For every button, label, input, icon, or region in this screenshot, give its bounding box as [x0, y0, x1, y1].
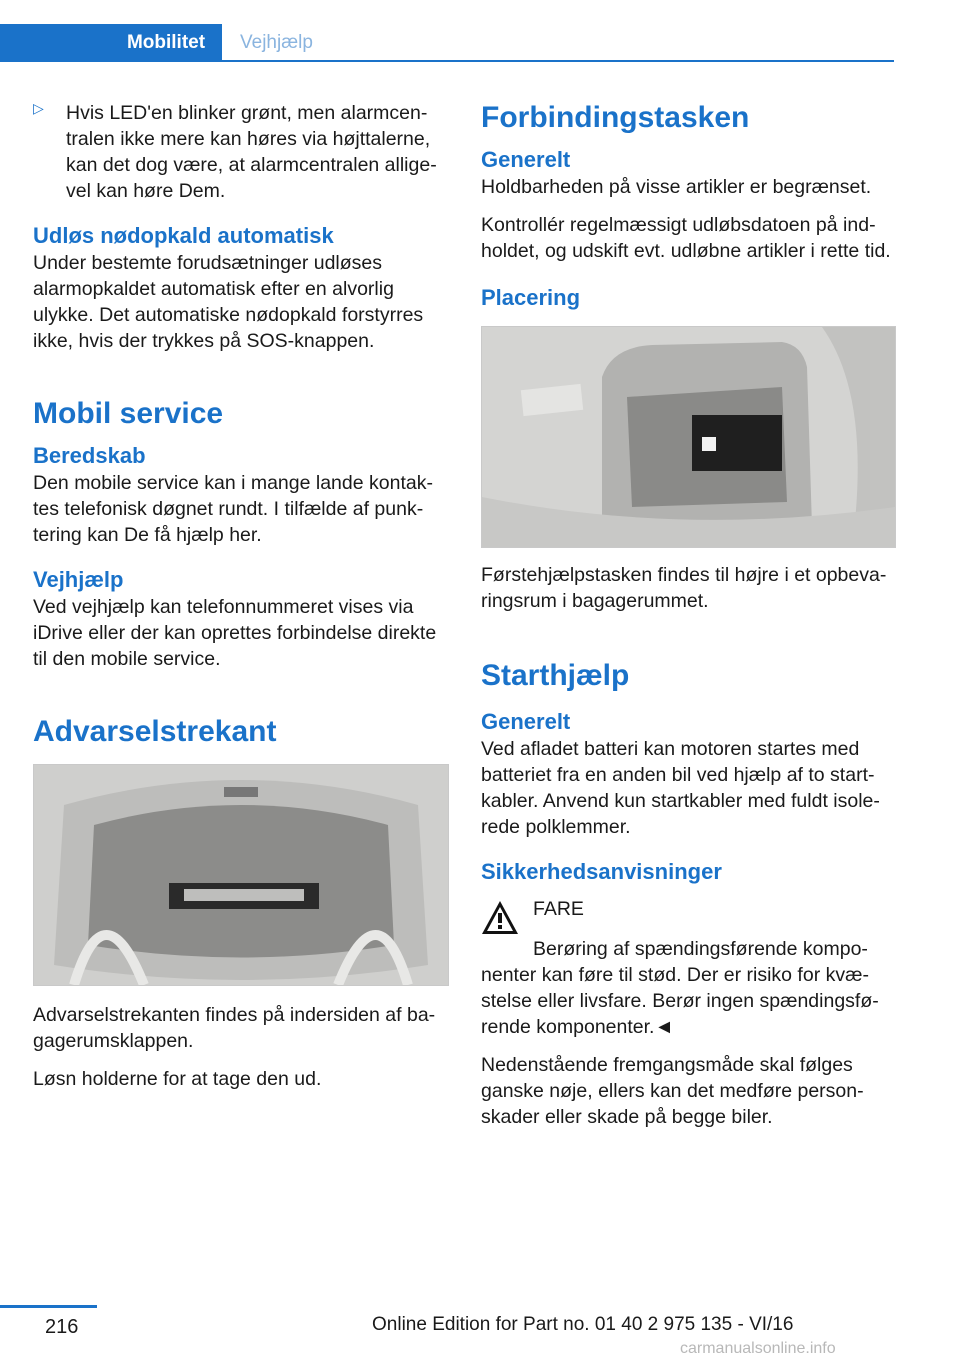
- first-aid-kit-photo: [481, 326, 896, 548]
- edition-text: Online Edition for Part no. 01 40 2 975 135 - VI/16: [372, 1314, 794, 1335]
- paragraph-vejhjaelp: Ved vejhjælp kan telefonnummeret vises via iDrive eller der kan oprettes forbindelse direkte til den mobile service.: [33, 596, 437, 670]
- heading-vejhjaelp: Vejhjælp: [33, 567, 124, 592]
- heading-forbindingstasken: Forbindingstasken: [481, 101, 750, 134]
- warning-text: Berøring af spændingsførende komponenter kan føre til stød. Der er risiko for kvæstelse eller livsfare. Berør ingen spændingsførende komponenter.◄: [481, 938, 879, 1038]
- heading-placering: Placering: [481, 285, 581, 310]
- bullet-item: [33, 100, 451, 204]
- header-rule: [0, 60, 894, 62]
- triangle-right-icon: ▷: [33, 100, 44, 116]
- page-number: 216: [45, 1316, 79, 1338]
- paragraph-generelt-1b: Kontrollér regelmæssigt udløbsdatoen på indholdet, og udskift evt. udløbne artikler i rette tid.: [481, 214, 891, 262]
- heading-mobil-service: Mobil service: [33, 397, 224, 430]
- tab-mobilitet[interactable]: Mobilitet: [0, 24, 222, 62]
- paragraph-final: Nedenstående fremgangsmåde skal følges ganske nøje, ellers kan det medføre personskader eller skade på begge biler.: [481, 1054, 864, 1128]
- paragraph-auto: Under bestemte forudsætninger udløses alarmopkaldet automatisk efter en alvorlig ulykke. Det automatiske nødopkald forstyrres ikke, hvis der trykkes på SOS-knappen.: [33, 252, 424, 352]
- trunk-lid-photo: [33, 764, 449, 986]
- left-column: [33, 100, 451, 1092]
- paragraph-generelt-1a: Holdbarheden på visse artikler er begrænset.: [481, 176, 872, 198]
- heading-sikkerhedsanvisninger: Sikkerhedsanvisninger: [481, 859, 722, 884]
- bullet-text: Hvis LED'en blinker grønt, men alarmcentralen ikke mere kan høres via højttalerne, kan det dog være, at alarmcentralen alligevel kan høre Dem.: [66, 102, 437, 202]
- header-tabbar: [0, 24, 894, 62]
- heading-udloes-automatisk: Udløs nødopkald automatisk: [33, 223, 334, 248]
- tab-vejhjaelp[interactable]: Vejhjælp: [240, 32, 313, 53]
- heading-generelt-1: Generelt: [481, 147, 571, 172]
- footer-rule: [0, 1305, 97, 1308]
- heading-beredskab: Beredskab: [33, 443, 146, 468]
- heading-generelt-2: Generelt: [481, 709, 571, 734]
- paragraph-advarsel-2: Løsn holderne for at tage den ud.: [33, 1068, 322, 1090]
- warning-block: [481, 896, 896, 936]
- paragraph-generelt-2: Ved afladet batteri kan motoren startes med batteriet fra en anden bil ved hjælp af to startkabler. Anvend kun startkabler med fuldt isolerede polklemmer.: [481, 738, 880, 838]
- paragraph-advarsel-1: Advarselstrekanten findes på indersiden af bagagerumsklappen.: [33, 1004, 436, 1052]
- warning-triangle-icon: [481, 900, 519, 936]
- paragraph-beredskab: Den mobile service kan i mange lande kontaktes telefonisk døgnet rundt. I tilfælde af punktering kan De få hjælp her.: [33, 472, 433, 546]
- heading-advarselstrekant: Advarselstrekant: [33, 715, 277, 748]
- paragraph-placering: Førstehjælpstasken findes til højre i et opbevaringsrum i bagagerummet.: [481, 564, 887, 612]
- right-column: [481, 100, 896, 1130]
- heading-starthjaelp: Starthjælp: [481, 659, 630, 692]
- warning-title: FARE: [533, 898, 584, 920]
- watermark-text: carmanualsonline.info: [680, 1340, 836, 1357]
